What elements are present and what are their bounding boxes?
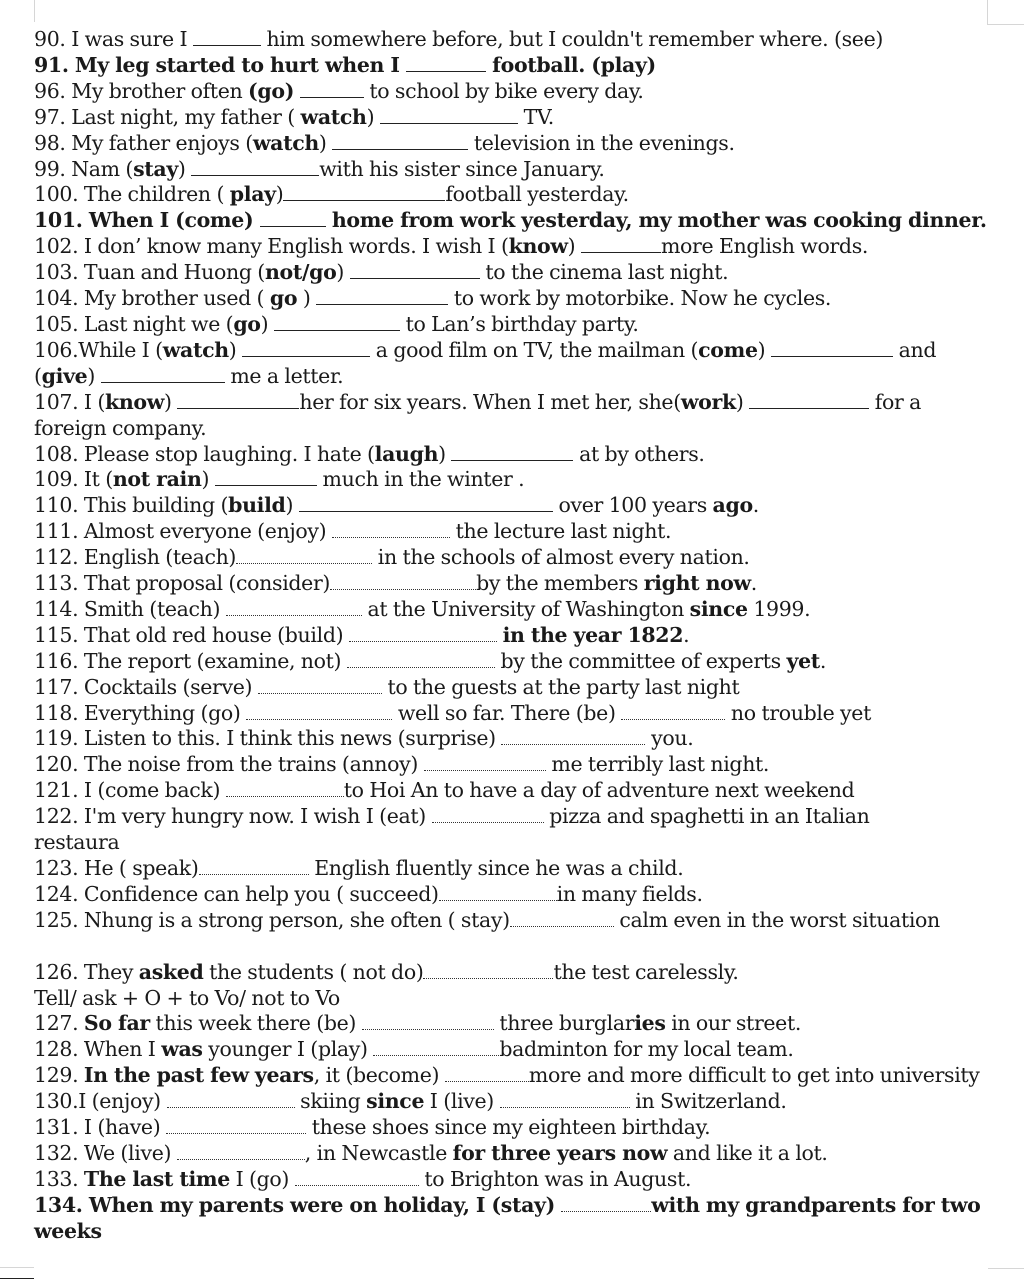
answer-blank[interactable] xyxy=(193,28,261,46)
question-107: 107. I (know) her for six years. When I met her, she(work) for a xyxy=(34,389,922,414)
question-134: 134. When my parents were on holiday, I (stay) with my grandparents for two xyxy=(34,1192,981,1217)
answer-blank[interactable] xyxy=(299,494,553,512)
answer-blank[interactable] xyxy=(621,701,725,720)
answer-blank[interactable] xyxy=(260,209,326,227)
question-97: 97. Last night, my father ( watch) TV. xyxy=(34,104,554,129)
question-123: 123. He ( speak) English fluently since he was a child. xyxy=(34,856,684,880)
question-101: 101. When I (come) home from work yesterday, my mother was cooking dinner. xyxy=(34,208,987,233)
answer-blank[interactable] xyxy=(749,391,869,409)
answer-blank[interactable] xyxy=(246,701,392,720)
question-134-continued: weeks xyxy=(34,1218,102,1243)
question-106-continued: (give) me a letter. xyxy=(34,363,344,388)
question-124: 124. Confidence can help you ( succeed) in many fields. xyxy=(34,881,703,906)
answer-blank[interactable] xyxy=(295,1167,419,1186)
answer-blank[interactable] xyxy=(199,856,309,875)
question-90: 90. I was sure I him somewhere before, but I couldn't remember where. (see) xyxy=(34,27,883,51)
page-corner-mark xyxy=(0,1267,34,1279)
answer-blank[interactable] xyxy=(316,287,448,305)
answer-blank[interactable] xyxy=(445,1063,529,1082)
question-126: 126. They asked the students ( not do) the test carelessly. xyxy=(34,959,739,984)
answer-blank[interactable] xyxy=(226,597,362,616)
answer-blank[interactable] xyxy=(242,339,370,357)
answer-blank[interactable] xyxy=(330,571,476,590)
question-99: 99. Nam (stay) with his sister since January. xyxy=(34,156,605,181)
question-108: 108. Please stop laughing. I hate (laugh) at by others. xyxy=(34,441,705,466)
answer-blank[interactable] xyxy=(373,1037,499,1056)
question-113: 113. That proposal (consider) by the members right now. xyxy=(34,571,757,596)
answer-blank[interactable] xyxy=(236,545,372,564)
question-132: 132. We (live) , in Newcastle for three years now and like it a lot. xyxy=(34,1140,828,1165)
question-91: 91. My leg started to hurt when I football. (play) xyxy=(34,52,656,77)
answer-blank[interactable] xyxy=(501,726,645,745)
page-corner-mark xyxy=(987,0,1024,25)
answer-blank[interactable] xyxy=(350,261,480,279)
question-114: 114. Smith (teach) at the University of Washington since 1999. xyxy=(34,596,811,621)
question-112: 112. English (teach) in the schools of almost every nation. xyxy=(34,545,750,570)
question-104: 104. My brother used ( go ) to work by motorbike. Now he cycles. xyxy=(34,286,832,311)
answer-blank[interactable] xyxy=(191,158,319,176)
answer-blank[interactable] xyxy=(349,623,497,642)
answer-blank[interactable] xyxy=(332,132,468,150)
answer-blank[interactable] xyxy=(423,960,553,979)
question-121: 121. I (come back) to Hoi An to have a day of adventure next weekend xyxy=(34,778,855,803)
answer-blank[interactable] xyxy=(274,313,400,331)
question-117: 117. Cocktails (serve) to the guests at the party last night xyxy=(34,674,740,699)
answer-blank[interactable] xyxy=(500,1089,630,1108)
question-133: 133. The last time I (go) to Brighton was in August. xyxy=(34,1166,692,1191)
question-109: 109. It (not rain) much in the winter . xyxy=(34,467,525,492)
answer-blank[interactable] xyxy=(406,54,486,72)
answer-blank[interactable] xyxy=(380,106,518,124)
answer-blank[interactable] xyxy=(166,1115,306,1134)
answer-blank[interactable] xyxy=(177,391,299,409)
question-122-continued: restaura xyxy=(34,830,120,855)
question-128: 128. When I was younger I (play) badminton for my local team. xyxy=(34,1037,794,1062)
answer-blank[interactable] xyxy=(167,1089,295,1108)
answer-blank[interactable] xyxy=(771,339,893,357)
answer-blank[interactable] xyxy=(362,1011,494,1030)
question-107-continued: foreign company. xyxy=(34,415,207,440)
question-98: 98. My father enjoys (watch) television in the evenings. xyxy=(34,130,735,155)
question-100: 100. The children ( play) football yesterday. xyxy=(34,182,629,207)
question-115: 115. That old red house (build) in the year 1822. xyxy=(34,622,690,647)
question-129: 129. In the past few years, it (become) more and more difficult to get into university xyxy=(34,1063,980,1088)
answer-blank[interactable] xyxy=(258,675,382,694)
answer-blank[interactable] xyxy=(300,80,364,98)
question-106: 106.While I (watch) a good film on TV, the mailman (come) and xyxy=(34,337,937,362)
question-96: 96. My brother often (go) to school by bike every day. xyxy=(34,78,644,103)
exercise-list xyxy=(34,27,989,1245)
answer-blank[interactable] xyxy=(215,468,317,486)
answer-blank[interactable] xyxy=(347,649,495,668)
question-105: 105. Last night we (go) to Lan’s birthday party. xyxy=(34,311,639,336)
question-102: 102. I don’ know many English words. I wish I (know) more English words. xyxy=(34,234,869,259)
answer-blank[interactable] xyxy=(451,443,573,461)
answer-blank[interactable] xyxy=(432,804,544,823)
question-119: 119. Listen to this. I think this news (surprise) you. xyxy=(34,726,694,751)
answer-blank[interactable] xyxy=(581,235,661,253)
answer-blank[interactable] xyxy=(510,908,614,927)
page-corner-mark xyxy=(0,0,35,22)
answer-blank[interactable] xyxy=(424,752,546,771)
answer-blank[interactable] xyxy=(332,519,450,538)
question-116: 116. The report (examine, not) by the committee of experts yet. xyxy=(34,648,827,673)
answer-blank[interactable] xyxy=(177,1141,305,1160)
question-111: 111. Almost everyone (enjoy) the lecture last night. xyxy=(34,519,672,544)
answer-blank[interactable] xyxy=(101,365,225,383)
question-103: 103. Tuan and Huong (not/go) to the cinema last night. xyxy=(34,260,729,285)
question-127: 127. So far this week there (be) three burglaries in our street. xyxy=(34,1011,802,1036)
question-122: 122. I'm very hungry now. I wish I (eat) pizza and spaghetti in an Italian xyxy=(34,804,870,829)
question-118: 118. Everything (go) well so far. There (be) no trouble yet xyxy=(34,700,871,725)
answer-blank[interactable] xyxy=(283,183,445,201)
question-131: 131. I (have) these shoes since my eighteen birthday. xyxy=(34,1115,711,1140)
grammar-rule: Tell/ ask + O + to Vo/ not to Vo xyxy=(34,985,340,1010)
answer-blank[interactable] xyxy=(561,1193,651,1212)
answer-blank[interactable] xyxy=(226,778,344,797)
page-corner-mark xyxy=(988,1268,1024,1279)
question-130: 130.I (enjoy) skiing since I (live) in Switzerland. xyxy=(34,1089,787,1114)
question-125: 125. Nhung is a strong person, she often ( stay) calm even in the worst situation xyxy=(34,907,940,932)
spacer xyxy=(34,934,989,960)
question-110: 110. This building (build) over 100 years ago. xyxy=(34,493,759,518)
question-120: 120. The noise from the trains (annoy) me terribly last night. xyxy=(34,752,770,777)
answer-blank[interactable] xyxy=(439,882,557,901)
